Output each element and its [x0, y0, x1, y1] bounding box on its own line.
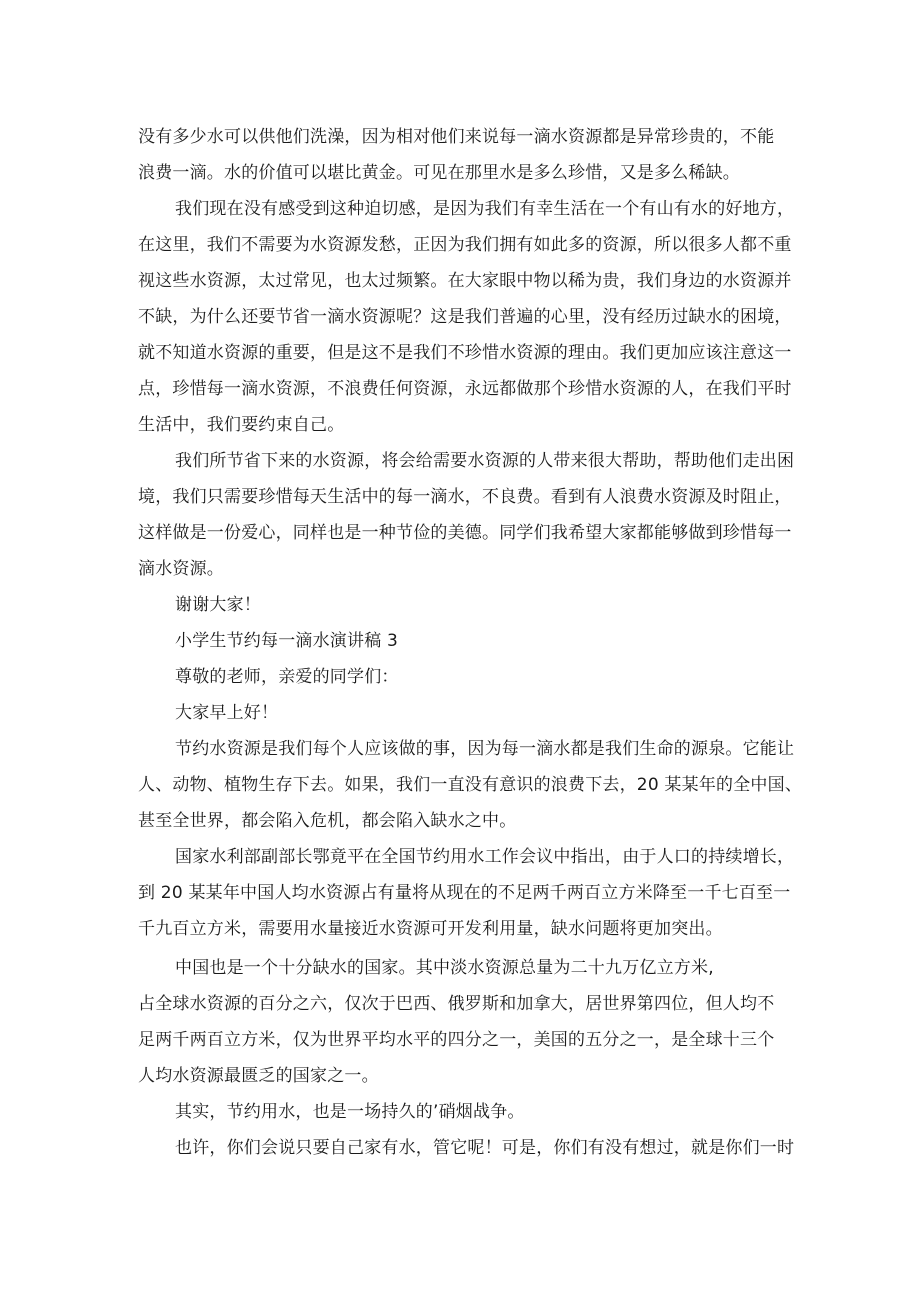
text-line: 生活中，我们要约束自己。: [138, 415, 345, 435]
text-line: 没有多少水可以供他们洗澡，因为相对他们来说每一滴水资源都是异常珍贵的，不能: [138, 127, 775, 147]
text-line: 浪费一滴。水的价值可以堪比黄金。可见在那里水是多么珍惜，又是多么稀缺。: [138, 163, 740, 183]
paragraph-start: 我们所节省下来的水资源，将会给需要水资源的人带来很大帮助，帮助他们走出困: [175, 451, 795, 471]
paragraph-start: 国家水利部副部长鄂竟平在全国节约用水工作会议中指出，由于人口的持续增长，: [175, 847, 795, 867]
text-line: 千九百立方米，需要用水量接近水资源可开发利用量，缺水问题将更加突出。: [138, 919, 723, 939]
closing-line: 谢谢大家！: [175, 595, 261, 615]
text-line: 不缺，为什么还要节省一滴水资源呢？这是我们普遍的心里，没有经历过缺水的困境，: [138, 307, 792, 327]
paragraph-start: 中国也是一个十分缺水的国家。其中淡水资源总量为二十九万亿立方米,: [175, 958, 714, 978]
text-line: 占全球水资源的百分之六，仅次于巴西、俄罗斯和加拿大，居世界第四位，但人均不: [138, 994, 775, 1014]
text-line: 人均水资源最匮乏的国家之一。: [138, 1066, 379, 1086]
text-line: 人、动物、植物生存下去。如果，我们一直没有意识的浪费下去，20 某某年的全中国、: [138, 775, 803, 795]
text-line: 甚至全世界，都会陷入危机，都会陷入缺水之中。: [138, 811, 517, 831]
text-line: 足两千两百立方米，仅为世界平均水平的四分之一，美国的五分之一，是全球十三个: [138, 1030, 775, 1050]
text-line: 视这些水资源，太过常见，也太过频繁。在大家眼中物以稀为贵，我们身边的水资源并: [138, 271, 792, 291]
paragraph-start: 也许，你们会说只要自己家有水，管它呢！可是，你们有没有想过，就是你们一时: [175, 1138, 795, 1158]
text-line: 点，珍惜每一滴水资源，不浪费任何资源，永远都做那个珍惜水资源的人，在我们平时: [138, 379, 792, 399]
greeting: 大家早上好！: [175, 703, 279, 723]
text-line: 到 20 某某年中国人均水资源占有量将从现在的不足两千两百立方米降至一千七百至一: [138, 883, 791, 903]
text-line: 在这里，我们不需要为水资源发愁，正因为我们拥有如此多的资源，所以很多人都不重: [138, 235, 792, 255]
salutation: 尊敬的老师，亲爱的同学们：: [175, 667, 399, 687]
paragraph-start: 节约水资源是我们每个人应该做的事，因为每一滴水都是我们生命的源泉。它能让: [175, 739, 795, 759]
text-line: 这样做是一份爱心，同样也是一种节俭的美德。同学们我希望大家都能够做到珍惜每一: [138, 523, 792, 543]
text-line: 就不知道水资源的重要，但是这不是我们不珍惜水资源的理由。我们更加应该注意这一: [138, 343, 792, 363]
paragraph-start: 其实，节约用水，也是一场持久的’硝烟战争。: [175, 1102, 525, 1122]
section-title: 小学生节约每一滴水演讲稿 3: [175, 631, 399, 651]
text-line: 境，我们只需要珍惜每天生活中的每一滴水，不良费。看到有人浪费水资源及时阻止，: [138, 487, 792, 507]
paragraph-start: 我们现在没有感受到这种迫切感，是因为我们有幸生活在一个有山有水的好地方，: [175, 199, 795, 219]
text-line: 滴水资源。: [138, 559, 224, 579]
